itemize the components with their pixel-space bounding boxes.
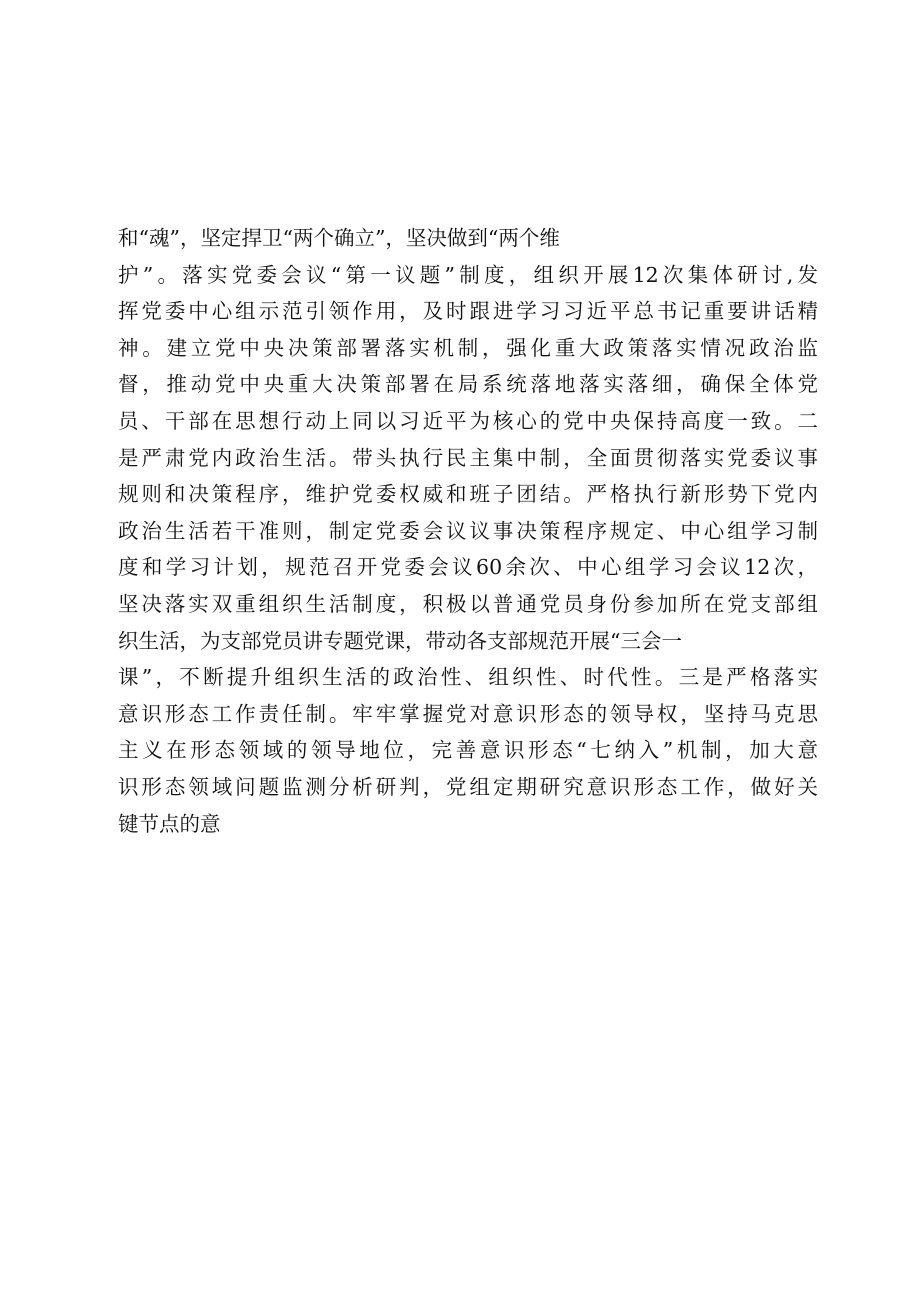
text-line: 主义在形态领域的领导地位，完善意识形态“七纳入”机制，加大意 [118,738,818,763]
text-line: 意识形态工作责任制。牢牢掌握党对意识形态的领导权，坚持马克思 [118,701,818,726]
text-line: 织生活，为支部党员讲专题党课，带动各支部规范开展“三会一 [118,628,682,653]
body-paragraph [118,220,818,842]
text-line: 督，推动党中央重大决策部署在局系统落地落实落细，确保全体党 [118,372,818,397]
text-line: 是严肃党内政治生活。带头执行民主集中制，全面贯彻落实党委议事 [118,445,818,470]
text-line: 度和学习计划，规范召开党委会议60余次、中心组学习会议12次， [118,555,818,580]
text-line: 识形态领域问题监测分析研判，党组定期研究意识形态工作，做好关 [118,774,818,799]
text-line: 规则和决策程序，维护党委权威和班子团结。严格执行新形势下党内 [118,482,818,507]
text-line: 和“魂”，坚定捍卫“两个确立”，坚决做到“两个维 [118,226,560,250]
text-line: 护”。落实党委会议“第一议题”制度，组织开展12次集体研讨,发 [118,262,818,287]
text-line: 课”，不断提升组织生活的政治性、组织性、时代性。三是严格落实 [118,665,818,690]
text-line: 挥党委中心组示范引领作用，及时跟进学习习近平总书记重要讲话精 [118,299,818,324]
text-line: 坚决落实双重组织生活制度，积极以普通党员身份参加所在党支部组 [118,591,818,616]
text-line: 神。建立党中央决策部署落实机制，强化重大政策落实情况政治监 [118,335,818,360]
text-line: 政治生活若干准则，制定党委会议议事决策程序规定、中心组学习制 [118,518,818,543]
text-line: 员、干部在思想行动上同以习近平为核心的党中央保持高度一致。二 [118,408,818,433]
text-line: 键节点的意 [118,811,221,836]
